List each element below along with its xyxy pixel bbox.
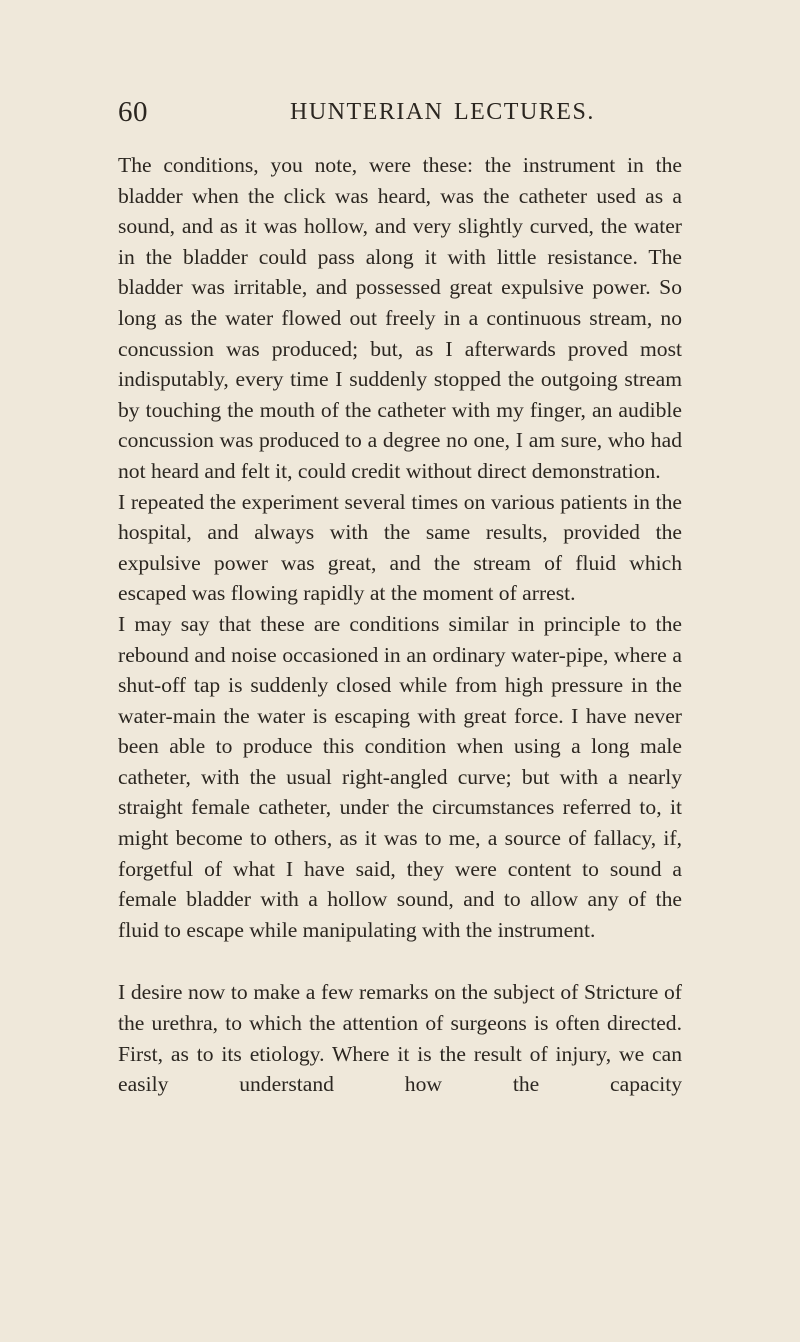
running-head xyxy=(118,96,682,136)
paragraph-1: The conditions, you note, were these: the instrument in the bladder when the click was heard, was the catheter used as a sound, and as it was hollow, and very slightly curved, the water in the bladder could pass along it with little resistance. The bladder was irritable, and possessed great expulsive power. So long as the water flowed out freely in a continuous stream, no concussion was produced; but, as I afterwards proved most indisputably, every time I suddenly stopped the outgoing stream by touching the mouth of the catheter with my finger, an audible concussion was produced to a degree no one, I am sure, who had not heard and felt it, could credit without direct demonstration. xyxy=(118,153,682,483)
body-text xyxy=(118,150,682,1100)
running-title: HUNTERIAN LECTURES. xyxy=(290,99,595,125)
section-gap xyxy=(118,945,682,977)
page-number: 60 xyxy=(118,96,148,128)
paragraph-3: I may say that these are conditions similar in principle to the rebound and noise occasioned in an ordinary water-pipe, where a shut-off tap is suddenly closed while from high pressure in the water-main the water is escaping with great force. I have never been able to produce this condition when using a long male catheter, with the usual right-angled curve; but with a nearly straight female catheter, under the circumstances referred to, it might become to others, as it was to me, a source of fallacy, if, forgetful of what I have said, they were content to sound a female bladder with a hollow sound, and to allow any of the fluid to escape while manipulating with the instrument. xyxy=(118,611,682,942)
paragraph-2: I repeated the experiment several times on various patients in the hospital, and always with the same results, provided the expulsive power was great, and the stream of fluid which escaped was flowing rapidly at the moment of arrest. xyxy=(118,489,682,606)
paragraph-4: I desire now to make a few remarks on the subject of Stricture of the urethra, to which the attention of surgeons is often directed. First, as to its etiology. Where it is the result of injury, we can easily understand how the capacity xyxy=(118,980,682,1097)
